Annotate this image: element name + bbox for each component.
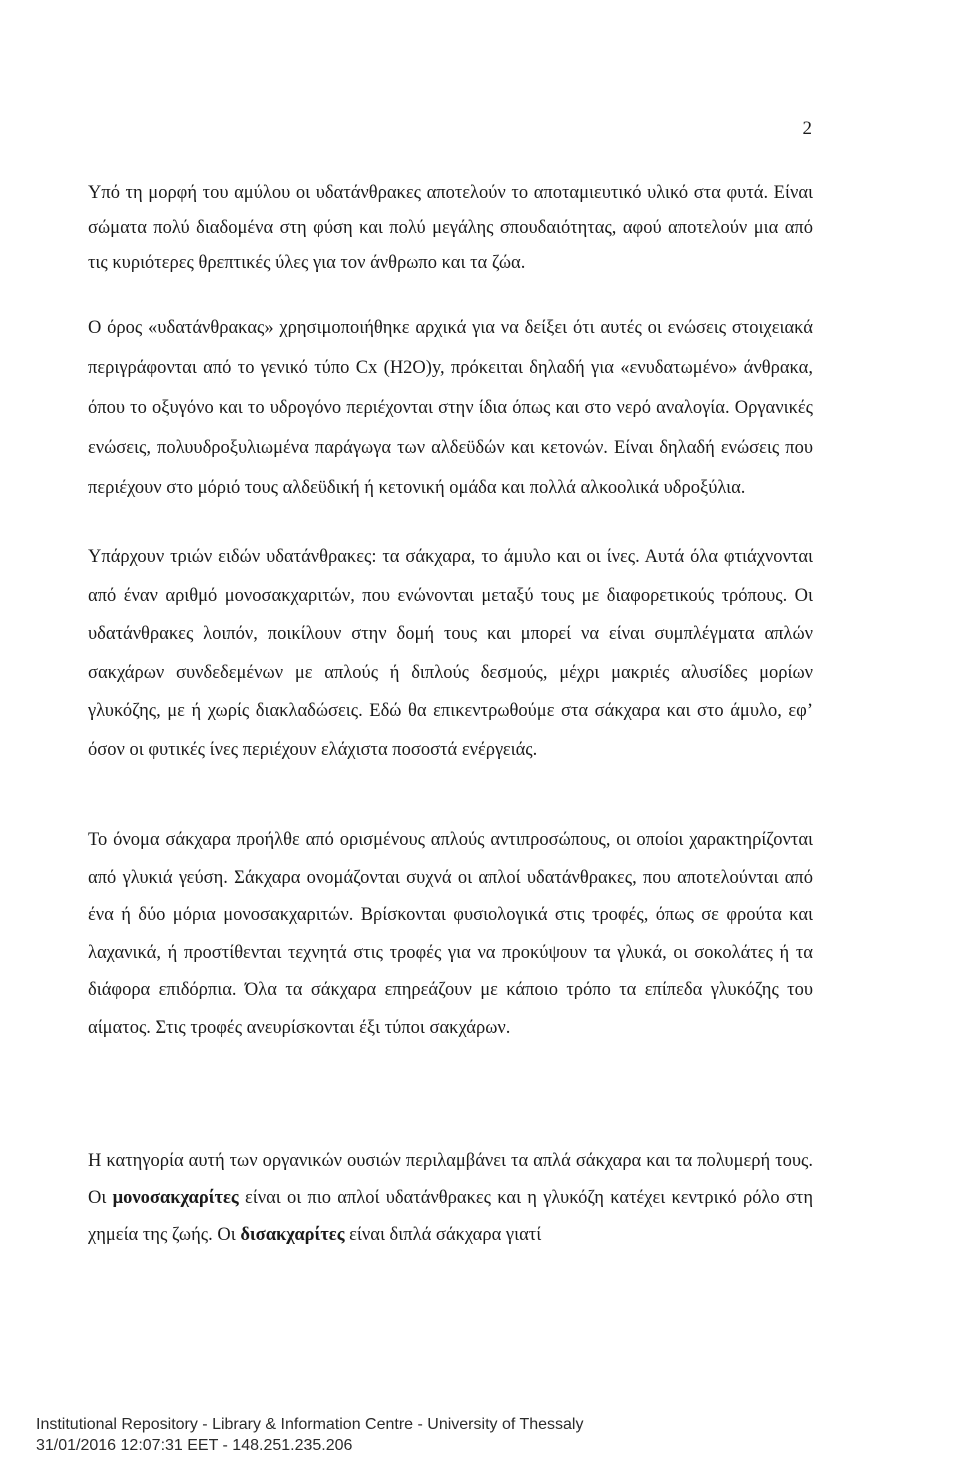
- footer-repository-name: Institutional Repository - Library & Information Centre - University of Thessaly: [36, 1416, 584, 1433]
- paragraph-starch: Υπό τη μορφή του αμύλου οι υδατάνθρακες αποτελούν το αποταμιευτικό υλικό στα φυτά. Είναι σώματα πολύ διαδομένα στη φύση και πολύ μεγάλης σπουδαιότητας, αφού αποτελούν μια από τις κυριότερες θρεπτικές ύλες για τον άνθρωπο και τα ζώα.: [88, 183, 813, 273]
- repository-footer: [36, 1414, 583, 1456]
- term-monosaccharides: μονοσακχαρίτες: [112, 1188, 239, 1208]
- paragraph-carbohydrate-types: Υπάρχουν τριών ειδών υδατάνθρακες: τα σάκχαρα, το άμυλο και οι ίνες. Αυτά όλα φτιάχνονται από έναν αριθμό μονοσακχαριτών, που ενώνονται μεταξύ τους με διαφορετικούς τρόπους. Οι υδατάνθρακες λοιπόν, ποικίλουν στην δομή τους και μπορεί να είναι συμπλέγματα απλών σακχάρων συνδεδεμένων με απλούς ή διπλούς δεσμούς, μέχρι μακριές αλυσίδες μορίων γλυκόζης, με ή χωρίς διακλαδώσεις. Εδώ θα επικεντρωθούμε στα σάκχαρα και στο άμυλο, εφ’ όσον οι φυτικές ίνες περιέχουν ελάχιστα ποσοστά ενέργειάς.: [88, 547, 813, 760]
- term-disaccharides: δισακχαρίτες: [240, 1225, 345, 1245]
- paragraph-text: είναι διπλά σάκχαρα γιατί: [344, 1225, 542, 1245]
- paragraph-carbohydrate-term: Ο όρος «υδατάνθρακας» χρησιμοποιήθηκε αρχικά για να δείξει ότι αυτές οι ενώσεις στοιχειακά περιγράφονται από το γενικό τύπο Cx (H2O)y, πρόκειται δηλαδή για «ενυδατωμένο» άνθρακα, όπου το οξυγόνο και το υδρογόνο περιέχονται στην ίδια όπως και στο νερό αναλογία. Οργανικές ενώσεις, πολυυδροξυλιωμένα παράγωγα των αλδεϋδών και κετονών. Είναι δηλαδή ενώσεις που περιέχουν στο μόριό τους αλδεϋδική ή κετονική ομάδα και πολλά αλκοολικά υδροξύλια.: [88, 318, 813, 498]
- footer-timestamp: 31/01/2016 12:07:31 EET - 148.251.235.206: [36, 1437, 353, 1454]
- paragraph-sugars: Το όνομα σάκχαρα προήλθε από ορισμένους απλούς αντιπροσώπους, οι οποίοι χαρακτηρίζονται από γλυκιά γεύση. Σάκχαρα ονομάζονται συχνά οι απλοί υδατάνθρακες, που αποτελούνται από ένα ή δύο μόρια μονοσακχαριτών. Βρίσκονται φυσιολογικά στις τροφές, όπως σε φρούτα και λαχανικά, ή προστίθενται τεχνητά στις τροφές για να προκύψουν τα γλυκά, οι σοκολάτες ή τα διάφορα επιδόρπια. Όλα τα σάκχαρα επηρεάζουν με κάποιο τρόπο τα επίπεδα γλυκόζης του αίματος. Στις τροφές ανευρίσκονται έξι τύποι σακχάρων.: [88, 830, 813, 1038]
- page-number: 2: [802, 118, 812, 139]
- paragraph-monosaccharides: [88, 1143, 813, 1254]
- paragraph-text: Η κατηγορία αυτή των οργανικών ουσιών περιλαμβάνει τα απλά σάκχαρα και τα πολυμερή τους. Οι: [88, 1151, 813, 1208]
- paragraph-text: είναι οι πιο απλοί υδατάνθρακες και η γλυκόζη κατέχει κεντρικό ρόλο στη χημεία της ζωής. Οι: [88, 1188, 814, 1245]
